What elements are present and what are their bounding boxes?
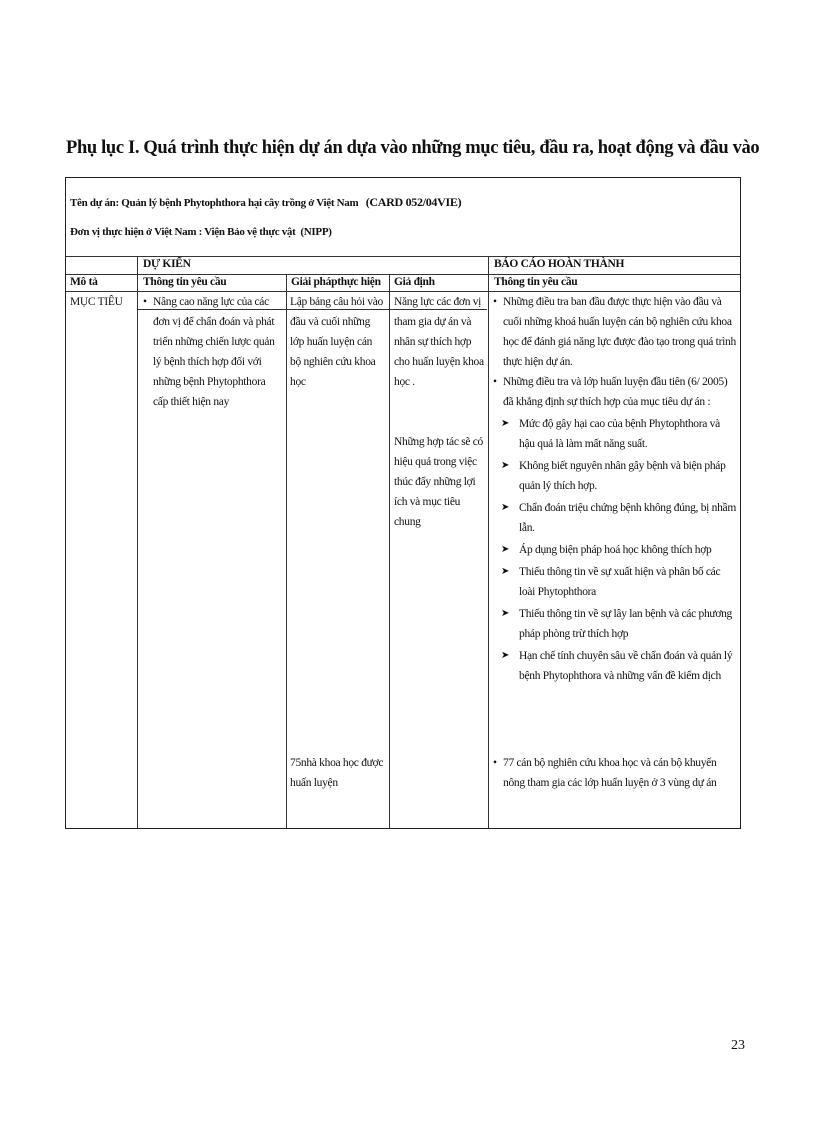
project-org-code: (NIPP) [300,226,332,238]
project-org-line [70,226,332,238]
row-divider [66,274,740,275]
arrow-bullet-icon: ➤ [501,650,510,661]
column-header-report-info: Thông tin yêu cầu [494,276,578,288]
row-divider [66,256,740,257]
project-table [65,177,741,829]
group-header-planned: DỰ KIẾN [143,258,191,270]
report-cell-2 [493,753,737,793]
list-item: • Những điều tra và lớp huấn luyện đầu tiên (6/ 2005) đã khẳng định sự thích hợp của mục tiêu dự án : [493,372,737,412]
sub-list-item: ➤ Chẩn đoán triệu chứng bệnh không đúng, bị nhầm lẫn. [493,498,737,538]
sub-list-item: ➤ Không biết nguyên nhân gây bệnh và biện pháp quản lý thích hợp. [493,456,737,496]
required-info-cell [143,292,281,412]
group-header-report: BÁO CÁO HOÀN THÀNH [494,258,625,270]
arrow-bullet-icon: ➤ [501,502,510,513]
column-divider [286,274,287,828]
column-header-assumption: Giả định [394,276,435,288]
project-org: Đơn vị thực hiện ở Việt Nam : Viện Bảo vệ thực vật [70,226,296,238]
list-item: • 77 cán bộ nghiên cứu khoa học và cán bộ khuyến nông tham gia các lớp huấn luyện ở 3 vùng dự án [493,753,737,793]
project-code: (CARD 052/04VIE) [365,195,462,209]
column-header-required-info: Thông tin yêu cầu [143,276,227,288]
column-divider [488,256,489,828]
assumption-cell-1: Năng lực các đơn vị tham gia dự án và nhân sự thích hợp cho huấn luyện khoa học . [394,296,484,388]
column-divider [137,256,138,828]
column-divider [389,274,390,828]
page-number: 23 [731,1038,745,1053]
sub-list-item: ➤ Mức độ gây hại cao của bệnh Phytophthora và hậu quả là làm mất năng suất. [493,414,737,454]
arrow-bullet-icon: ➤ [501,418,510,429]
sub-list-item: ➤ Hạn chế tính chuyên sâu về chẩn đoán và quản lý bệnh Phytophthora và những vấn đề kiểm dịch [493,646,737,686]
row-label: MỤC TIÊU [70,296,123,308]
assumption-cell-2: Những hợp tác sẽ có hiệu quả trong việc thúc đẩy những lợi ích và mục tiêu chung [394,436,484,528]
page-title: Phụ lục I. Quá trình thực hiện dự án dựa vào những mục tiêu, đầu ra, hoạt động và đầu vào [66,138,760,158]
column-header-description: Mô tả [70,276,98,288]
sub-list-item: ➤ Áp dụng biện pháp hoá học không thích hợp [493,540,737,560]
arrow-bullet-icon: ➤ [501,566,510,577]
solution-cell-2: 75nhà khoa học được huấn luyện [290,757,384,789]
project-name-line [70,195,461,210]
sub-list-item: ➤ Thiếu thông tin về sự xuất hiện và phân bố các loài Phytophthora [493,562,737,602]
report-cell [493,292,737,686]
column-header-solution: Giải phápthực hiện [291,276,381,288]
list-item: • Nâng cao năng lực của các đơn vị để chẩn đoán và phát triển những chiến lược quản lý bệnh thích hợp đối với những bệnh Phytophthora cấp thiết hiện nay [143,292,281,412]
arrow-bullet-icon: ➤ [501,608,510,619]
arrow-bullet-icon: ➤ [501,544,510,555]
solution-cell-1: Lập bảng câu hỏi vào đầu và cuối những lớp huấn luyện cán bộ nghiên cứu khoa học [290,296,383,388]
sub-list-item: ➤ Thiếu thông tin về sự lây lan bệnh và các phương pháp phòng trừ thích hợp [493,604,737,644]
arrow-bullet-icon: ➤ [501,460,510,471]
list-item: • Những điều tra ban đầu được thực hiện vào đầu và cuối những khoá huấn luyện cán bộ nghiên cứu khoa học để đánh giá năng lực được đào tạo trong quá trình thực hiện dự án. [493,292,737,372]
project-name: Tên dự án: Quản lý bệnh Phytophthora hại cây trồng ở Việt Nam [70,197,359,209]
